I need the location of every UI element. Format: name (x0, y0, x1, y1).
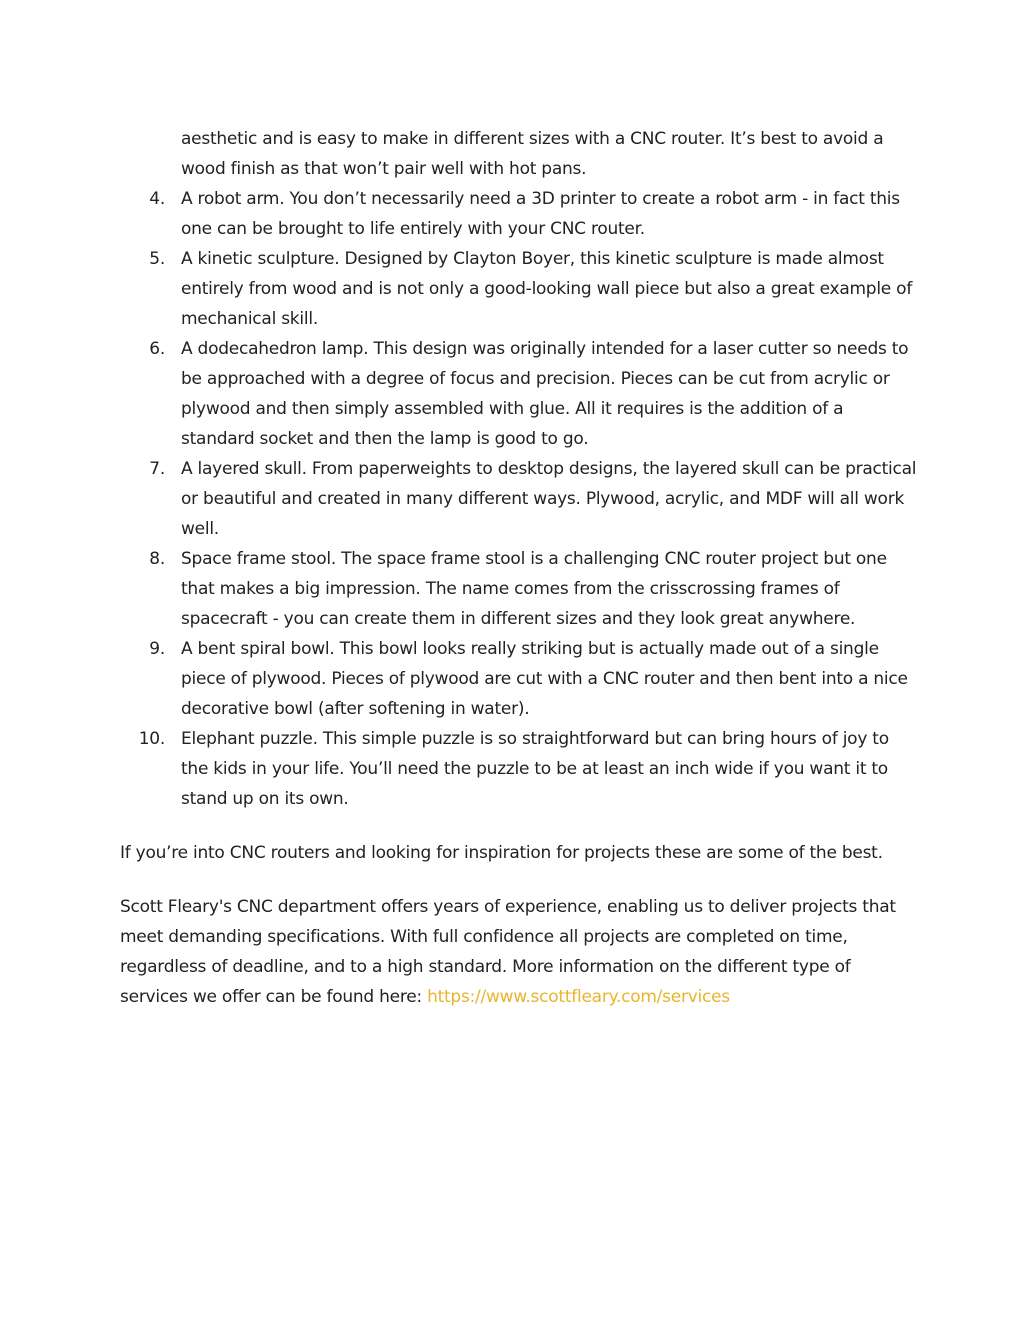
list-item (120, 634, 920, 724)
list-item (120, 184, 920, 244)
list-item (120, 244, 920, 334)
list-item-number: 9. (149, 639, 165, 659)
project-list (120, 184, 920, 814)
list-item-number: 6. (149, 339, 165, 359)
list-item (120, 454, 920, 544)
list-item-number: 8. (149, 549, 165, 569)
list-item (120, 334, 920, 454)
document-body (120, 124, 920, 1012)
inspiration-paragraph: If you’re into CNC routers and looking for inspiration for projects these are some of the best. (120, 843, 883, 863)
list-item-text: Space frame stool. The space frame stool is a challenging CNC router project but one that makes a big impression. The name comes from the crisscrossing frames of spacecraft - you can create them in different sizes and they look great anywhere. (181, 549, 887, 629)
list-item-number: 4. (149, 189, 165, 209)
list-item-text: A layered skull. From paperweights to desktop designs, the layered skull can be practical or beautiful and created in many different ways. Plywood, acrylic, and MDF will all work well. (181, 459, 917, 539)
services-link[interactable]: https://www.scottfleary.com/services (427, 987, 730, 1007)
list-item-text: A robot arm. You don’t necessarily need a 3D printer to create a robot arm - in fact this one can be brought to life entirely with your CNC router. (181, 189, 900, 239)
continuation-text: aesthetic and is easy to make in different sizes with a CNC router. It’s best to avoid a wood finish as that won’t pair well with hot pans. (181, 129, 884, 179)
services-paragraph-text: Scott Fleary's CNC department offers years of experience, enabling us to deliver projects that meet demanding specifications. With full confidence all projects are completed on time, regardless of deadline, and to a high standard. More information on the different type of services we offer can be found here: (120, 897, 896, 1007)
list-item-text: A dodecahedron lamp. This design was originally intended for a laser cutter so needs to be approached with a degree of focus and precision. Pieces can be cut from acrylic or plywood and then simply assembled with glue. All it requires is the addition of a standard socket and then the lamp is good to go. (181, 339, 909, 449)
list-item-number: 7. (149, 459, 165, 479)
list-item (120, 724, 920, 814)
services-paragraph (120, 892, 920, 1012)
list-item-number: 5. (149, 249, 165, 269)
list-item-text: Elephant puzzle. This simple puzzle is so straightforward but can bring hours of joy to the kids in your life. You’ll need the puzzle to be at least an inch wide if you want it to stand up on its own. (181, 729, 889, 809)
list-item-text: A kinetic sculpture. Designed by Clayton Boyer, this kinetic sculpture is made almost entirely from wood and is not only a good-looking wall piece but also a great example of mechanical skill. (181, 249, 913, 329)
list-item-text: A bent spiral bowl. This bowl looks really striking but is actually made out of a single piece of plywood. Pieces of plywood are cut with a CNC router and then bent into a nice decorative bowl (after softening in water). (181, 639, 908, 719)
list-item (120, 544, 920, 634)
list-item-number: 10. (138, 729, 165, 749)
